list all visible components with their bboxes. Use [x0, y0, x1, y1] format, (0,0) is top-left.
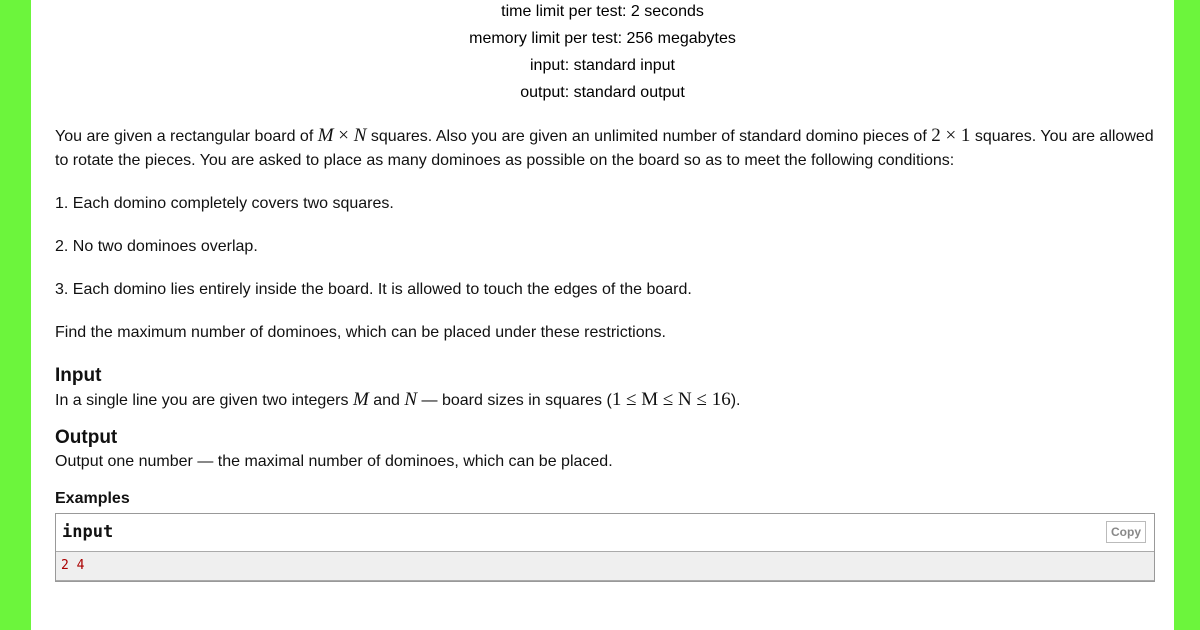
input-text: In a single line you are given two integers M and N — board sizes in squares (1 ≤ M ≤ N ≤ 16). — [55, 389, 741, 410]
task-text: Find the maximum number of dominoes, which can be placed under these restrictions. — [55, 324, 666, 341]
input-title: Input — [55, 365, 102, 386]
condition-2: 2. No two dominoes overlap. — [55, 238, 258, 255]
copy-button[interactable]: Copy — [1106, 521, 1146, 543]
example-input-box — [55, 513, 1155, 582]
example-input-value: 2 4 — [56, 552, 1154, 581]
time-limit: time limit per test: 2 seconds — [501, 3, 704, 20]
condition-1: 1. Each domino completely covers two squares. — [55, 195, 394, 212]
condition-3: 3. Each domino lies entirely inside the board. It is allowed to touch the edges of the board. — [55, 281, 692, 298]
problem-statement — [55, 124, 1154, 582]
statement-paragraph: You are given a rectangular board of M × N squares. Also you are given an unlimited number of standard domino pieces of 2 × 1 squares. You are allowed to rotate the pieces. You are asked to place as many dominoes as possible on the board so as to meet the following conditions: — [55, 125, 1154, 169]
output-text: Output one number — the maximal number of dominoes, which can be placed. — [55, 453, 613, 470]
memory-limit: memory limit per test: 256 megabytes — [469, 30, 736, 47]
output-specification — [55, 426, 1154, 474]
example-input-label: input — [62, 522, 114, 542]
input-file: input: standard input — [530, 57, 675, 74]
examples-title: Examples — [55, 490, 130, 507]
output-file: output: standard output — [520, 84, 685, 101]
output-title: Output — [55, 427, 118, 448]
problem-header — [31, 0, 1174, 106]
problem-page — [31, 0, 1174, 630]
example-input-header — [56, 514, 1154, 552]
input-specification — [55, 364, 1154, 413]
